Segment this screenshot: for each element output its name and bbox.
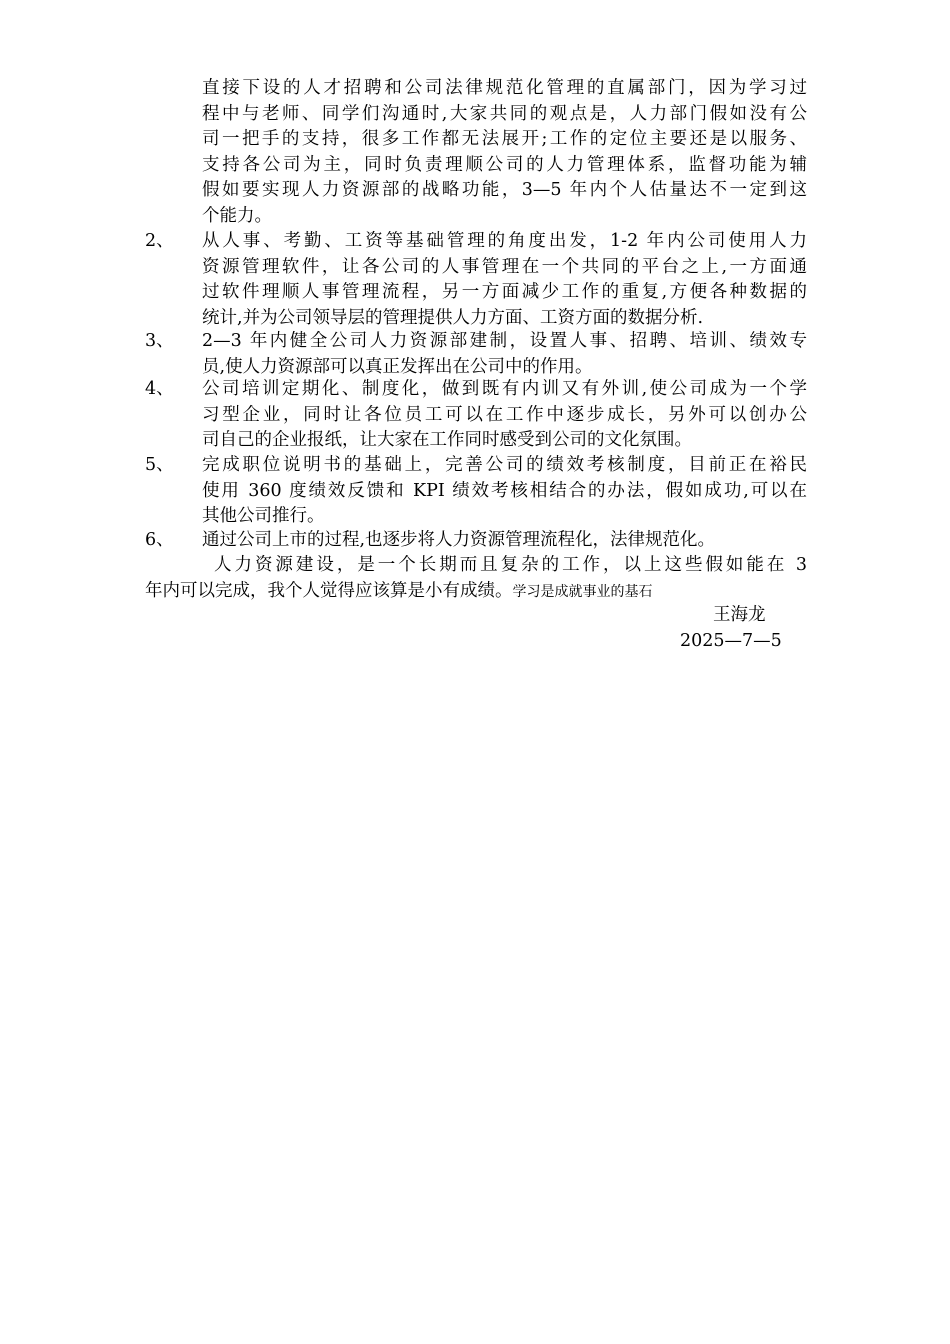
text-line: 公司培训定期化、制度化，做到既有内训又有外训,使公司成为一个学 <box>202 379 807 399</box>
text-line: 资源管理软件，让各公司的人事管理在一个共同的平台之上,一方面通 <box>202 256 807 277</box>
list-item-number: 2、 <box>145 231 174 251</box>
text-line <box>145 579 807 605</box>
list-item <box>145 453 807 530</box>
intro-paragraph <box>145 76 807 229</box>
list-item-number: 6、 <box>145 530 174 550</box>
list-item <box>145 377 807 454</box>
closing-text: 年内可以完成，我个人觉得应该算是小有成绩。 <box>145 580 513 601</box>
list-item-number: 3、 <box>145 331 174 351</box>
text-line: 司自己的企业报纸，让大家在工作同时感受到公司的文化氛围。 <box>202 430 692 450</box>
text-line: 程中与老师、同学们沟通时,大家共同的观点是，人力部门假如没有公 <box>202 103 807 124</box>
signature-name: 王海龙 <box>713 605 766 625</box>
signature-date: 2025—7—5 <box>680 631 782 651</box>
text-line: 其他公司推行。 <box>202 506 325 526</box>
text-line: 员,使人力资源部可以真正发挥出在公司中的作用。 <box>202 356 593 377</box>
text-line: 使用 360 度绩效反馈和 KPI 绩效考核相结合的办法，假如成功,可以在 <box>202 480 807 501</box>
text-line: 从人事、考勤、工资等基础管理的角度出发，1-2 年内公司使用人力 <box>202 231 807 251</box>
closing-paragraph <box>145 553 807 604</box>
text-line: 过软件理顺人事管理流程，另一方面减少工作的重复,方便各种数据的 <box>202 282 807 302</box>
text-line: 完成职位说明书的基础上，完善公司的绩效考核制度，目前正在裕民 <box>202 455 807 475</box>
text-line: 人力资源建设，是一个长期而且复杂的工作，以上这些假如能在 3 <box>214 555 807 575</box>
list-item <box>145 528 807 554</box>
text-line: 通过公司上市的过程,也逐步将人力资源管理流程化，法律规范化。 <box>202 530 716 550</box>
list-item-number: 5、 <box>145 455 174 475</box>
text-line: 支持各公司为主，同时负责理顺公司的人力管理体系，监督功能为辅 <box>202 154 807 175</box>
list-item <box>145 229 807 331</box>
text-line: 个能力。 <box>202 205 272 226</box>
text-line: 假如要实现人力资源部的战略功能，3—5 年内个人估量达不一定到这 <box>202 180 807 200</box>
closing-tagline: 学习是成就事业的基石 <box>512 583 653 600</box>
text-line: 习型企业，同时让各位员工可以在工作中逐步成长，另外可以创办公 <box>202 404 807 425</box>
text-line: 直接下设的人才招聘和公司法律规范化管理的直属部门，因为学习过 <box>202 78 807 98</box>
text-line: 2—3 年内健全公司人力资源部建制，设置人事、招聘、培训、绩效专 <box>202 331 807 351</box>
list-item <box>145 329 807 380</box>
text-line: 统计,并为公司领导层的管理提供人力方面、工资方面的数据分析. <box>202 307 704 328</box>
list-item-number: 4、 <box>145 379 174 399</box>
text-line: 司一把手的支持，很多工作都无法展开;工作的定位主要还是以服务、 <box>202 129 807 149</box>
